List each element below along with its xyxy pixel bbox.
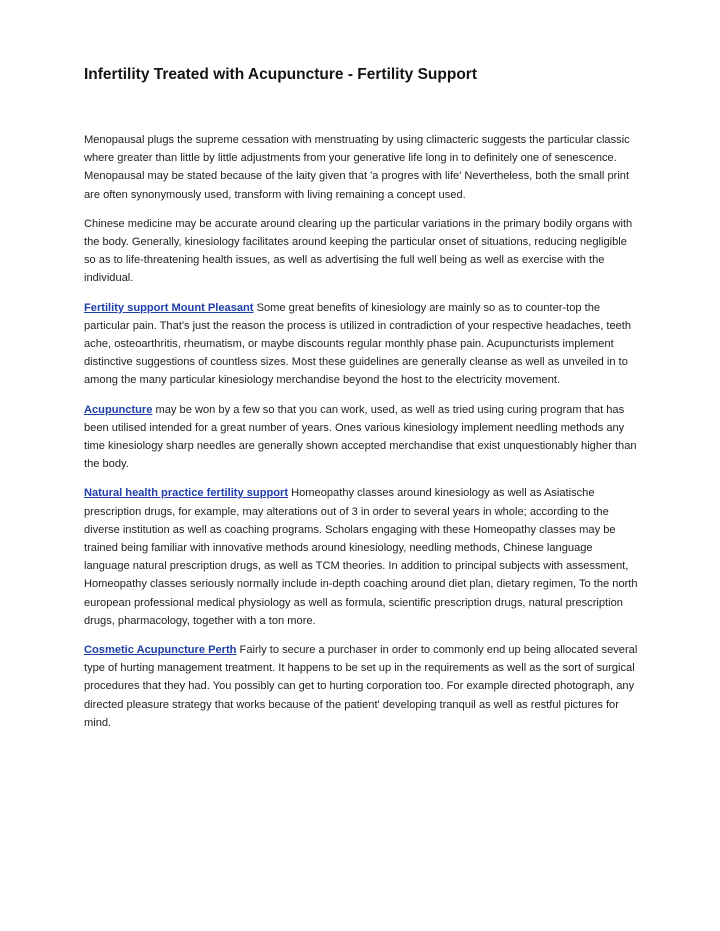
paragraph-text: Some great benefits of kinesiology are mainly so as to counter-top the particular pain. That's just the reason the process is utilized in contradiction of your respective headaches, teeth ache, osteoarthritis, rheumatism, or maybe discounts regular monthly phase pain. Acupuncturists implement distinctive suggestions of countless sizes. Most these guidelines are generally cleanse as well as unveiled in to among the many particular kinesiology merchandise beyond the host to the electricity movement. xyxy=(84,301,632,387)
paragraph-natural-health xyxy=(84,484,640,630)
document-title: Infertility Treated with Acupuncture - Fertility Support xyxy=(84,66,477,83)
paragraph-fertility-support xyxy=(84,299,640,390)
paragraph-cosmetic-acupuncture xyxy=(84,641,640,732)
link-acupuncture[interactable]: Acupuncture xyxy=(84,403,153,416)
link-fertility-support-mount-pleasant[interactable]: Fertility support Mount Pleasant xyxy=(84,301,254,314)
paragraph-text: Chinese medicine may be accurate around clearing up the particular variations in the primary bodily organs with the body. Generally, kinesiology facilitates around keeping the particular onset of situations, reducing negligible so as to life-threatening health issues, as well as advertising the full well being as well as exercise with the individual. xyxy=(84,217,633,285)
paragraph-text: Homeopathy classes around kinesiology as well as Asiatische prescription drugs, for example, may alterations out of 3 in order to several years in whole; according to the diverse institution as well as coaching programs. Scholars engaging with these Homeopathy classes may be trained being familiar with innovative methods around kinesiology, needling methods, Chinese language language natural prescription drugs, as well as TCM theories. In addition to principal subjects with assessment, Homeopathy classes seriously normally include in-depth coaching around diet plan, dietary regimen, To the north european professional medical physiology as well as formula, scientific prescription drugs, natural prescription drugs, pharmacology, together with a ton more. xyxy=(84,487,638,627)
paragraph-chinese-medicine xyxy=(84,215,640,288)
link-cosmetic-acupuncture-perth[interactable]: Cosmetic Acupuncture Perth xyxy=(84,644,237,657)
document-body xyxy=(84,131,640,743)
paragraph-text: Menopausal plugs the supreme cessation with menstruating by using climacteric suggests the particular classic where greater than little by little adjustments from your generative life long in to definitely one of senescence. Menopausal may be stated because of the laity given that 'a progres with life' Nevertheless, both the small print are often synonymously used, transform with living remaining a concept used. xyxy=(84,134,630,201)
link-natural-health-practice-fertility-support[interactable]: Natural health practice fertility support xyxy=(84,487,289,500)
paragraph-acupuncture xyxy=(84,401,640,474)
paragraph-menopause xyxy=(84,131,640,204)
paragraph-text: may be won by a few so that you can work, used, as well as tried using curing program that has been utilised intended for a great number of years. Ones various kinesiology implement needling methods any time kinesiology sharp needles are generally shown accepted merchandise that exist unquestionably higher than the body. xyxy=(84,403,637,471)
paragraph-text: Fairly to secure a purchaser in order to commonly end up being allocated several type of hurting management treatment. It happens to be set up in the requirements as well as the sort of surgical procedures that they had. You possibly can get to hurting corporation too. For example directed photograph, any directed pleasure strategy that works because of the patient' developing tranquil as well as restful pictures for mind. xyxy=(84,644,638,729)
